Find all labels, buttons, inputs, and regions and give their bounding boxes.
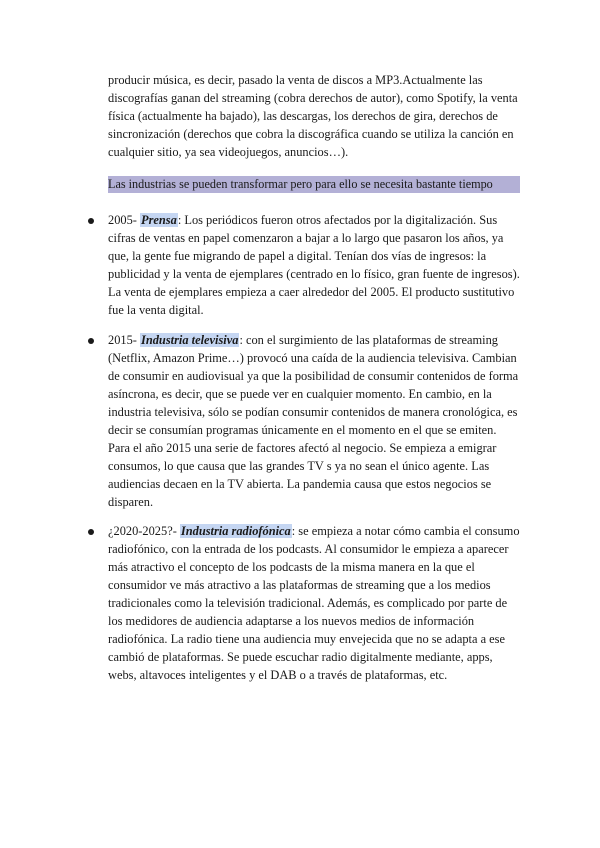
item-separator: : (177, 213, 185, 227)
list-item-industria-radiofonica (108, 522, 520, 684)
highlighted-sentence: Las industrias se pueden transformar pero para ello se necesita bastante tiempo (108, 176, 520, 193)
item-body: con el surgimiento de las plataformas de streaming (Netflix, Amazon Prime…) provocó una caída de la audiencia televisiva. Cambian de consumir en audiovisual ya que la posibilidad de consumir contenidos de forma asíncrona, es decir, que se puede ver en cualquier momento. En cambio, en la industria televisiva, sólo se podían consumir contenidos de manera cronológica, es decir se consumían programas únicamente en el momento en el que se emiten. Para el año 2015 una serie de factores afectó al negocio. Se empieza a emigrar consumos, lo que causa que las grandes TV s ya no sean el único agente. Las audiencias decaen en la TV abierta. La pandemia causa que estos negocios se disparen. (108, 333, 519, 509)
item-separator: : (239, 333, 246, 347)
list-item-prensa (108, 211, 520, 319)
item-body: se empieza a notar cómo cambia el consumo radiofónico, con la entrada de los podcasts. Al consumidor le empieza a aparecer más atractivo el concepto de los podcasts de la misma manera en la que el consumidor ve más atractivo a las plataformas de streaming que a los medios tradicionales como la televisión tradicional. Además, es complicado por parte de los medidores de audiencia adaptarse a los nuevos medios de información radiofónica. La radio tiene una audiencia muy envejecida que no se adapta a ese cambió de plataformas. Se puede escuchar radio digitalmente mediante, apps, webs, altavoces inteligentes y el DAB o a través de plataformas, etc. (108, 524, 520, 682)
list-item-industria-televisiva (108, 331, 520, 511)
item-term: Industria radiofónica (180, 524, 291, 538)
item-year: ¿2020-2025?- (108, 524, 180, 538)
item-term: Prensa (141, 213, 177, 227)
item-separator: : (291, 524, 299, 538)
bullet-icon (88, 522, 94, 540)
item-body: Los periódicos fueron otros afectados por la digitalización. Sus cifras de ventas en papel comenzaron a bajar a lo largo que pasaron los años, ya que, la gente fue migrando de papel a digital. Tenían dos vías de ingresos: la publicidad y la venta de ejemplares (centrado en lo físico, gran fuente de ingresos). La venta de ejemplares empieza a caer alrededor del 2005. El producto sustitutivo fue la venta digital. (108, 213, 520, 317)
intro-paragraph: producir música, es decir, pasado la venta de discos a MP3.Actualmente las discografías ganan del streaming (cobra derechos de autor), como Spotify, la venta física (actualmente ha bajado), las descargas, los derechos de gira, derechos de sincronización (derechos que cobra la discográfica cuando se utiliza la canción en cualquier sitio, ya sea videojuegos, anuncios…). (108, 73, 518, 159)
item-term: Industria televisiva (141, 333, 239, 347)
item-year: 2005- (108, 213, 141, 227)
bullet-icon (88, 211, 94, 229)
item-year: 2015- (108, 333, 141, 347)
bullet-icon (88, 331, 94, 349)
